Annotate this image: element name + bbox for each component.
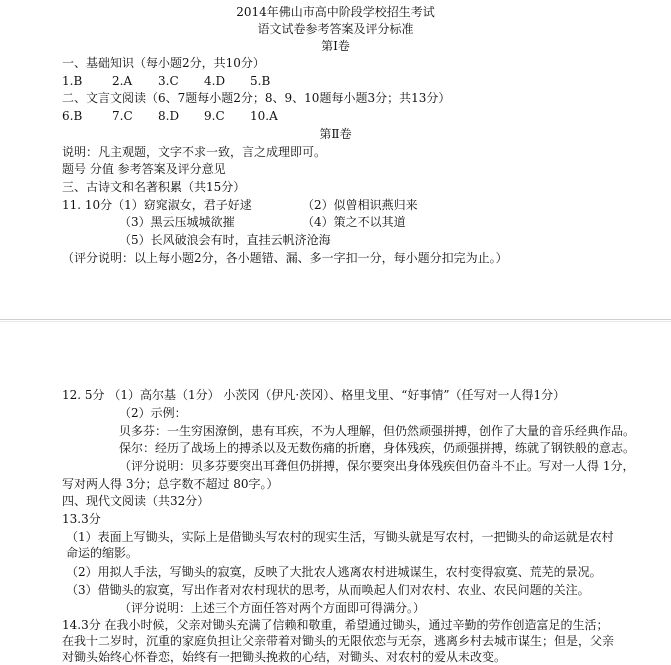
section-1-heading: 一、基础知识（每小题2分，共10分） — [62, 56, 265, 70]
q12-answer-1: 12. 5分 （1）高尔基（1分） 小茨冈（伊凡·茨冈）、格里戈里、“好事情”（任写对一人得1分） — [62, 388, 566, 402]
q13-point-2: （2）用拟人手法，写锄头的寂寞，反映了大批农人逃离农村进城谋生，农村变得寂寞、荒芜的景况。 — [66, 565, 602, 579]
answer-item: 1.B — [62, 74, 83, 88]
general-note: 说明：凡主观题，文字不求一致，言之成理即可。 — [62, 145, 327, 159]
answer-item: 5.B — [250, 74, 271, 88]
answer-item: 10.A — [250, 109, 278, 123]
answer-item: 6.B — [62, 109, 83, 123]
q12-scoring-note: （评分说明：贝多芬要突出耳聋但仍拼搏，保尔要突出身体残疾但仍奋斗不止。写对一人得 1分， — [119, 459, 635, 473]
q11-scoring-note: （评分说明：以上每小题2分，各小题错、漏、多一字扣一分，每小题分扣完为止。） — [62, 251, 508, 265]
q13-point-1: （1）表面上写锄头，实际上是借锄头写农村的现实生活，写锄头就是写农村，一把锄头的命运就是农村命运的缩影。 — [66, 530, 614, 560]
q12-example-pavel: 保尔：经历了战场上的搏杀以及无数伤痛的折磨，身体残疾，仍顽强拼搏，练就了钢铁般的意志。 — [119, 441, 636, 455]
page-divider — [0, 321, 671, 322]
q13-scoring-note: （评分说明：上述三个方面任答对两个方面即可得满分。） — [119, 601, 426, 615]
q12-example-beethoven: 贝多芬：一生穷困潦倒，患有耳疾，不为人理解，但仍然顽强拼搏，创作了大量的音乐经典作品。 — [119, 424, 636, 438]
document-subtitle: 语文试卷参考答案及评分标准 — [257, 22, 414, 36]
answer-page-2 — [0, 328, 671, 664]
answer-page-1 — [0, 0, 671, 312]
q11-item-3: （3）黑云压城城欲摧 — [119, 215, 235, 229]
q12-scoring-note-continued: 写对两人得 3分；总字数不超过 80字。） — [62, 477, 279, 491]
q14-answer: 14.3分 在我小时候，父亲对锄头充满了信赖和敬重，希望通过锄头，通过辛勤的劳作创造富足的生活；在我十二岁时，沉重的家庭负担让父亲带着对锄头的无限依恋与无奈，逃离乡村去城市谋生；但是，父亲对锄头始终心怀眷恋，始终有一把锄头挽救的心结，对锄头、对农村的爱从未改变。 — [62, 618, 615, 664]
section-2-answers — [62, 108, 296, 124]
answer-item: 9.C — [204, 109, 225, 123]
q11-item-5: （5）长风破浪会有时，直挂云帆济沧海 — [119, 233, 331, 247]
section-3-heading: 三、古诗文和名著积累（共15分） — [62, 180, 246, 194]
volume-1-heading: 第Ⅰ卷 — [321, 39, 350, 53]
q11-item-1: 11. 10分（1）窈窕淑女，君子好逑 — [62, 198, 252, 212]
document-title: 2014年佛山市高中阶段学校招生考试 — [236, 5, 435, 19]
section-1-answers — [62, 73, 296, 89]
answer-item: 4.D — [204, 74, 226, 88]
answer-item: 8.D — [158, 109, 180, 123]
volume-2-heading: 第Ⅱ卷 — [319, 127, 352, 141]
q13-label: 13.3分 — [62, 512, 101, 526]
q12-example-label: （2）示例： — [119, 406, 187, 420]
section-2-heading: 二、文言文阅读（6、7题每小题2分；8、9、10题每小题3分；共13分） — [62, 91, 451, 105]
answer-item: 2.A — [112, 74, 133, 88]
q11-item-2: （2）似曾相识燕归来 — [302, 198, 418, 212]
answer-item: 7.C — [112, 109, 133, 123]
answer-item: 3.C — [158, 74, 179, 88]
q13-point-3: （3）借锄头的寂寞，写出作者对农村现状的思考，从而唤起人们对农村、农业、农民问题的关注。 — [66, 583, 590, 597]
column-note: 题号 分值 参考答案及评分意见 — [62, 162, 226, 176]
q11-item-4: （4）策之不以其道 — [302, 215, 406, 229]
section-4-heading: 四、现代文阅读（共32分） — [62, 494, 210, 508]
page-divider — [0, 319, 671, 320]
